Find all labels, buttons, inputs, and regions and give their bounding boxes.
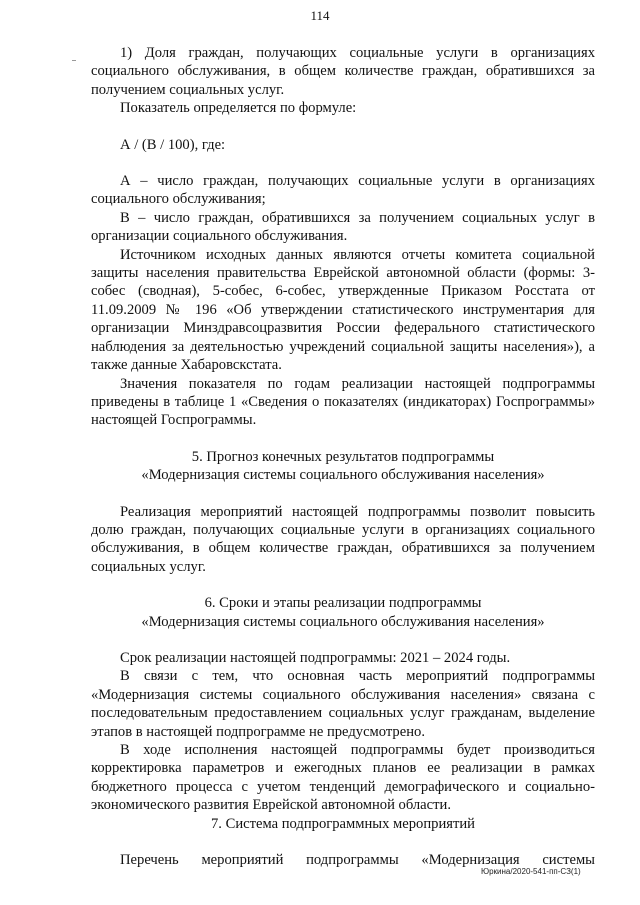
section7-text: Перечень мероприятий подпрограммы «Модернизация системы xyxy=(120,852,595,869)
section6-title-line1: 6. Сроки и этапы реализации подпрограммы xyxy=(204,595,482,612)
document-footer-code: Юркина/2020-541-пп-СЗ(1) xyxy=(481,867,581,876)
section6-adjustment: В ходе исполнения настоящей подпрограммы будет производиться корректировка параметров и ежегодных планов ее реализации в рамках бюджетного процесса с учетом тенденций демографического и социально-экономического развития Еврейской автономной области. xyxy=(91,742,595,814)
section5-title-line1: 5. Прогноз конечных результатов подпрограммы xyxy=(191,448,495,465)
document-body xyxy=(91,44,595,869)
paragraph-indicator-values: Значения показателя по годам реализации настоящей подпрограммы приведены в таблице 1 «Сведения о показателях (индикаторах) Госпрограммы» настоящей Госпрограммы. xyxy=(91,375,595,429)
definition-b: В – число граждан, обратившихся за получением социальных услуг в организации социального обслуживания. xyxy=(91,209,595,245)
section6-title-line2: «Модернизация системы социального обслуживания населения» xyxy=(141,613,545,630)
formula: А / (В / 100), где: xyxy=(120,136,226,153)
section6-period: Срок реализации настоящей подпрограммы: 2021 – 2024 годы. xyxy=(120,649,511,666)
paragraph-indicator-1: 1) Доля граждан, получающих социальные услуги в организациях социального обслуживания, в общем количестве граждан, обратившихся за получением социальных услуг. xyxy=(91,45,595,98)
page-number: 114 xyxy=(310,8,330,23)
scan-mark xyxy=(72,60,76,61)
section7-title: 7. Система подпрограммных мероприятий xyxy=(211,815,475,832)
definition-a: А – число граждан, получающих социальные услуги в организациях социального обслуживания; xyxy=(91,173,595,208)
paragraph-data-source: Источником исходных данных являются отчеты комитета социальной защиты населения правительства Еврейской автономной области (формы: 3-собес (сводная), 5-собес, 6-собес, утвержденные Приказом Росстата от 11.09.2009 № 196 «Об утверждении статистического инструментария для организации Минздравсоцразвития России федерального статистического наблюдения за деятельностью учреждений социальной защиты населения»), а также данные Хабаровскстата. xyxy=(91,246,595,374)
section5-text: Реализация мероприятий настоящей подпрограммы позволит повысить долю граждан, получающих социальные услуги в организациях социального обслуживания, в общем количестве граждан, обратившихся за получением социальных услуг. xyxy=(91,503,595,575)
paragraph-formula-intro: Показатель определяется по формуле: xyxy=(120,100,357,117)
section5-title-line2: «Модернизация системы социального обслуживания населения» xyxy=(141,467,545,484)
section6-stages: В связи с тем, что основная часть мероприятий подпрограммы «Модернизация системы социального обслуживания населения» связана с последовательным предоставлением социальных услуг гражданам, выделение этапов в настоящей подпрограмме не предусмотрено. xyxy=(91,668,595,740)
